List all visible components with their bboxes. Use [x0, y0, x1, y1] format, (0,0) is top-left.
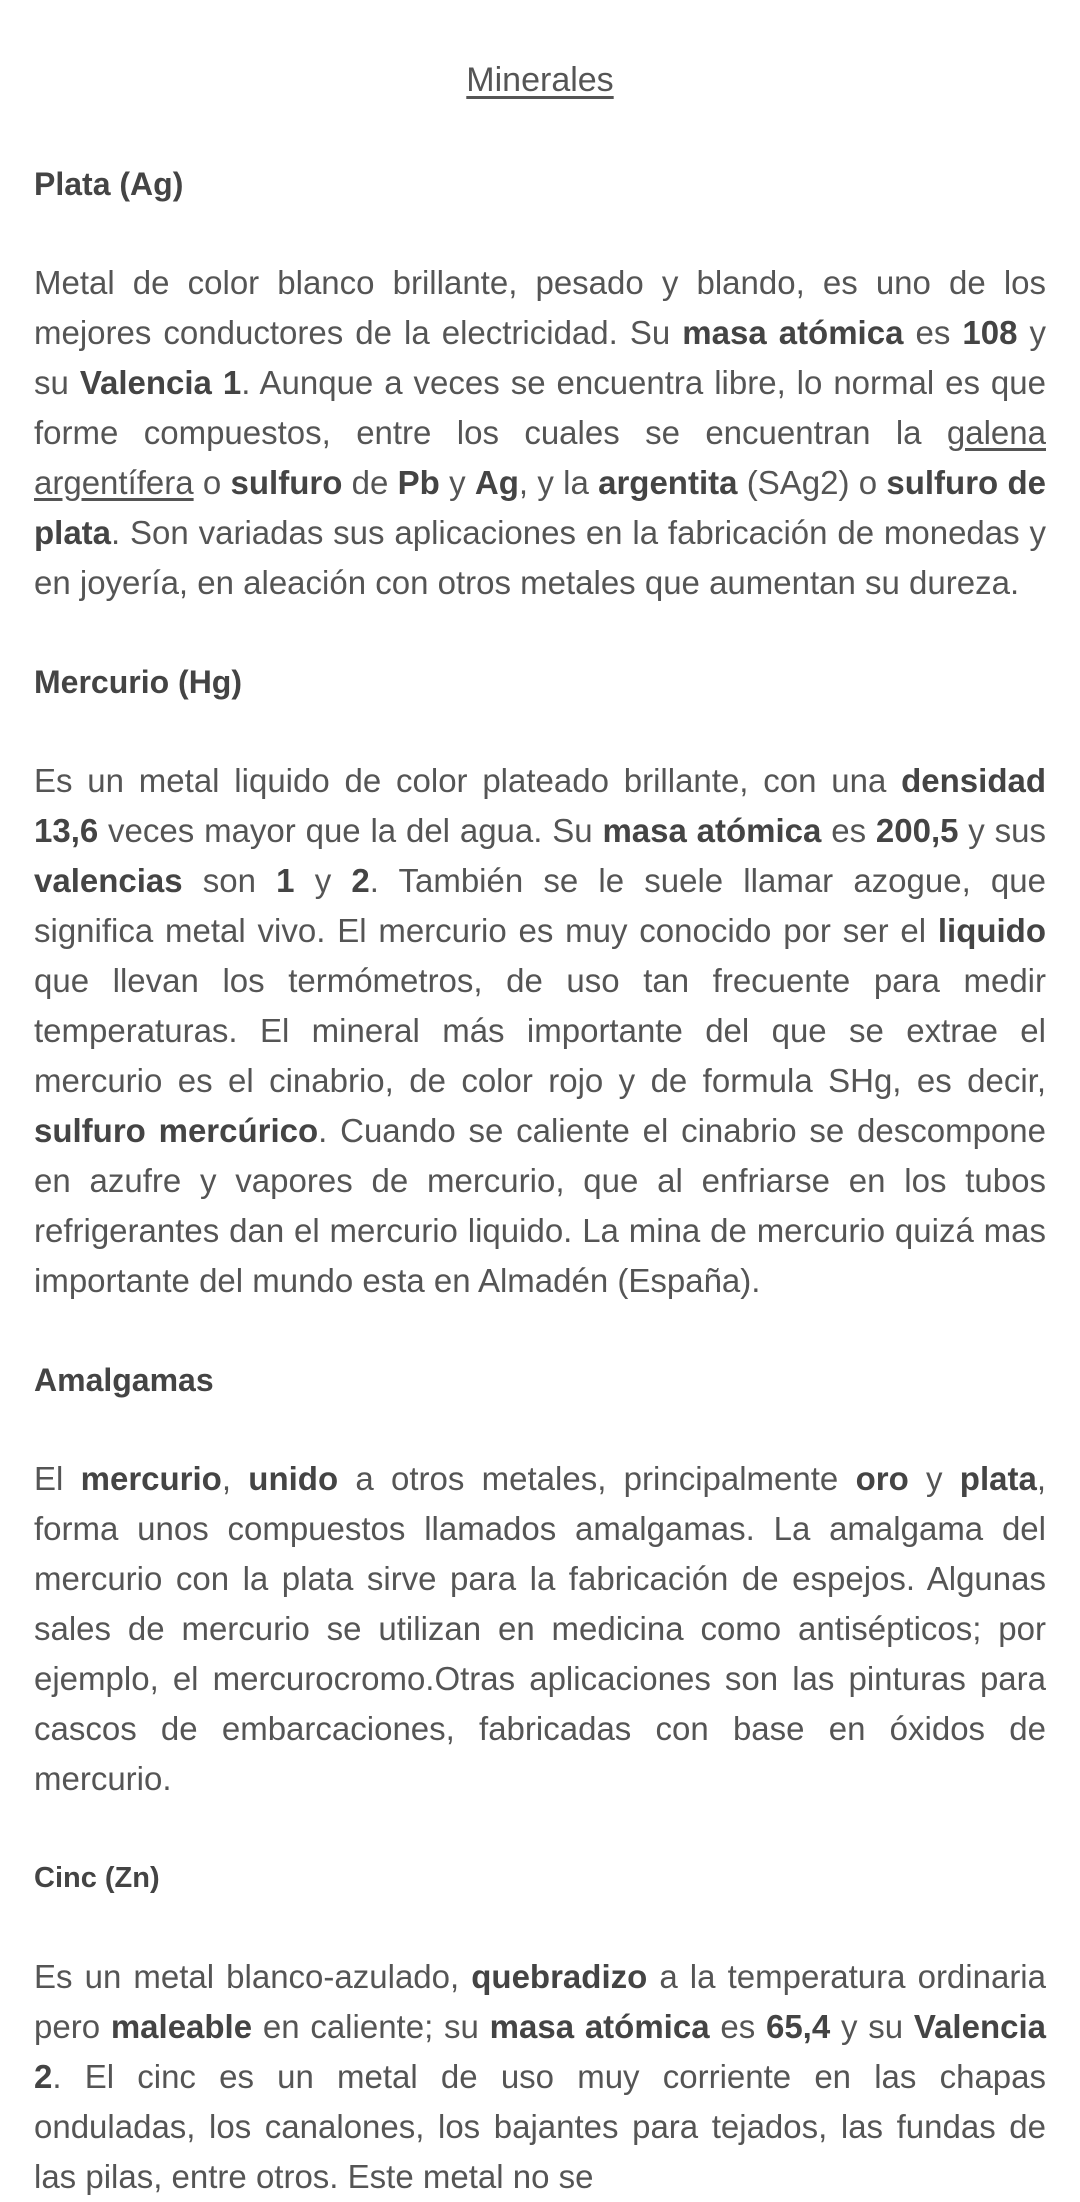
- section-paragraph-mercurio: Es un metal liquido de color plateado brillante, con una densidad 13,6 veces mayor que la del agua. Su masa atómica es 200,5 y sus valencias son 1 y 2. También se le suele llamar azogue, que significa metal vivo. El mercurio es muy conocido por ser el liquido que llevan los termómetros, de uso tan frecuente para medir temperaturas. El mineral más importante del que se extrae el mercurio es el cinabrio, de color rojo y de formula SHg, es decir, sulfuro mercúrico. Cuando se caliente el cinabrio se descompone en azufre y vapores de mercurio, que al enfriarse en los tubos refrigerantes dan el mercurio liquido. La mina de mercurio quizá mas importante del mundo esta en Almadén (España).: [34, 762, 1046, 1299]
- section-heading-plata: Plata (Ag): [34, 166, 184, 202]
- section-paragraph-amalgamas: El mercurio, unido a otros metales, principalmente oro y plata, forma unos compuestos llamados amalgamas. La amalgama del mercurio con la plata sirve para la fabricación de espejos. Algunas sales de mercurio se utilizan en medicina como antisépticos; por ejemplo, el mercurocromo.Otras aplicaciones son las pinturas para cascos de embarcaciones, fabricadas con base en óxidos de mercurio.: [34, 1460, 1046, 1797]
- section-heading-cinc: Cinc (Zn): [34, 1862, 160, 1894]
- section-heading-mercurio: Mercurio (Hg): [34, 664, 242, 700]
- section-paragraph-cinc: Es un metal blanco-azulado, quebradizo a la temperatura ordinaria pero maleable en caliente; su masa atómica es 65,4 y su Valencia 2. El cinc es un metal de uso muy corriente en las chapas onduladas, los canalones, los bajantes para tejados, las fundas de las pilas, entre otros. Este metal no se: [34, 1958, 1046, 2195]
- document-title: Minerales: [466, 61, 614, 99]
- section-paragraph-plata: Metal de color blanco brillante, pesado y blando, es uno de los mejores conductores de la electricidad. Su masa atómica es 108 y su Valencia 1. Aunque a veces se encuentra libre, lo normal es que forme compuestos, entre los cuales se encuentran la galena argentífera o sulfuro de Pb y Ag, y la argentita (SAg2) o sulfuro de plata. Son variadas sus aplicaciones en la fabricación de monedas y en joyería, en aleación con otros metales que aumentan su dureza.: [34, 264, 1046, 601]
- section-heading-amalgamas: Amalgamas: [34, 1362, 214, 1398]
- galena-argentifera-link[interactable]: galena argentífera: [34, 414, 1046, 501]
